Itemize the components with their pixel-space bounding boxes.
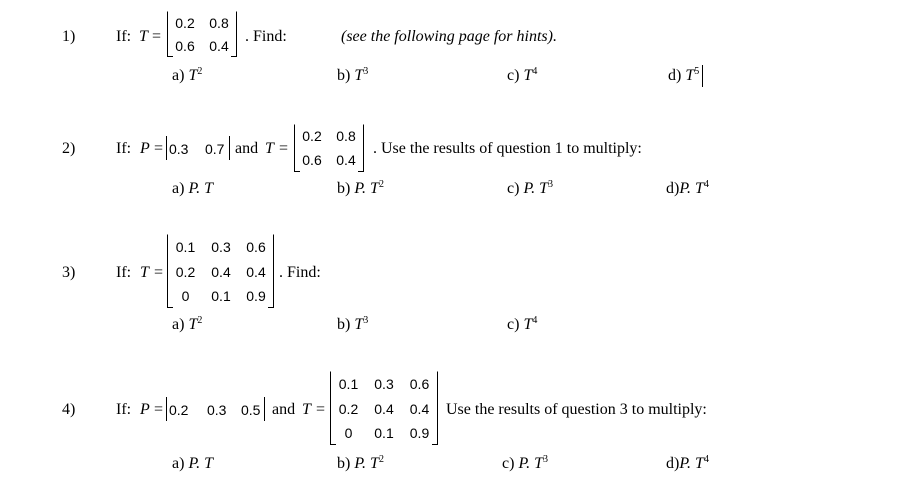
matrix-cell: 0.1 <box>338 375 359 392</box>
matrix-cell: 0.4 <box>211 263 231 280</box>
part-c: c) P. $T^3$ <box>507 179 554 197</box>
matrix-cell: 0.4 <box>209 37 229 54</box>
part-a: a) P. T <box>172 180 214 197</box>
matrix-cell: 0.6 <box>409 375 430 392</box>
if-label: If: <box>116 28 132 45</box>
part-c: c) $T^4$ <box>507 66 538 84</box>
equals-sign: = <box>279 140 289 157</box>
matrix-cell: 0.2 <box>175 263 196 280</box>
part-b: b) $T^3$ <box>337 315 369 333</box>
part-c: c) P. $T^3$ <box>502 454 549 472</box>
matrix-cell: 0.1 <box>211 288 231 304</box>
matrix-cell: 0 <box>181 288 190 304</box>
part-d: d)P. $T^4$ <box>666 454 709 472</box>
part-d: d) $T^5$ <box>668 66 700 84</box>
matrix-cell: 0.4 <box>409 400 430 417</box>
matrix-cell: 0.8 <box>209 14 229 31</box>
matrix-cell: 0.8 <box>336 128 356 144</box>
matrix-t <box>168 234 273 308</box>
if-label: If: <box>116 140 132 157</box>
t-label: T <box>265 140 274 157</box>
question-number: 4) <box>62 401 76 418</box>
matrix-t <box>331 371 437 445</box>
vector-cell: 0.3 <box>169 141 189 157</box>
question-number: 3) <box>62 264 76 281</box>
matrix-cell: 0.2 <box>338 400 359 417</box>
matrix-right-bracket <box>432 371 438 445</box>
matrix-right-bracket <box>358 124 364 172</box>
matrix-left-bracket <box>167 234 173 308</box>
matrix-cell: 0.2 <box>175 14 195 31</box>
matrix-right-bracket <box>231 11 237 57</box>
find-label: . Find: <box>245 28 287 45</box>
part-b: b) P. $T^2$ <box>337 179 384 197</box>
matrix-cell: 0.3 <box>211 238 231 255</box>
matrix-cell: 0 <box>344 425 353 441</box>
hint-text: (see the following page for hints). <box>341 28 557 45</box>
vector-right-bar <box>264 397 265 421</box>
matrix-cell: 0.1 <box>374 425 394 441</box>
matrix-cell: 0.6 <box>302 152 322 168</box>
instruction-text: Use the results of question 3 to multiply: <box>446 401 707 418</box>
matrix-t <box>295 124 363 172</box>
matrix-cell: 0.9 <box>246 288 266 304</box>
matrix-cell: 0.4 <box>336 152 356 168</box>
if-label: If: <box>116 401 132 418</box>
vector-left-bar <box>166 397 167 421</box>
part-a: a) $T^2$ <box>172 315 203 333</box>
matrix-cell: 0.6 <box>246 238 266 255</box>
part-c: c) $T^4$ <box>507 315 538 333</box>
matrix-cell: 0.4 <box>374 400 394 417</box>
p-label: P <box>140 140 150 157</box>
vector-cell: 0.3 <box>207 402 227 418</box>
part-a: a) $T^2$ <box>172 66 203 84</box>
if-label: If: <box>116 264 132 281</box>
matrix-left-bracket <box>294 124 300 172</box>
vector-cell: 0.5 <box>241 402 261 418</box>
equals-sign: = <box>152 28 162 45</box>
instruction-text: . Use the results of question 1 to multiply: <box>373 140 642 157</box>
matrix-cell: 0.4 <box>246 263 266 280</box>
p-label: P <box>140 401 150 418</box>
vector-left-bar <box>166 136 167 160</box>
t-label: T <box>139 28 148 45</box>
matrix-t <box>168 11 236 57</box>
matrix-left-bracket <box>330 371 336 445</box>
part-b: b) P. $T^2$ <box>337 454 384 472</box>
find-label: . Find: <box>279 264 321 281</box>
vector-cell: 0.2 <box>169 402 189 418</box>
part-b: b) $T^3$ <box>337 66 369 84</box>
part-d: d)P. $T^4$ <box>666 179 709 197</box>
matrix-cell: 0.2 <box>302 128 322 144</box>
part-a: a) P. T <box>172 455 214 472</box>
matrix-left-bracket <box>167 11 173 57</box>
matrix-cell: 0.1 <box>175 238 196 255</box>
equals-sign: = <box>316 401 326 418</box>
matrix-cell: 0.9 <box>409 425 430 441</box>
text-cursor <box>702 65 703 87</box>
vector-right-bar <box>229 136 230 160</box>
question-number: 1) <box>62 28 76 45</box>
matrix-cell: 0.3 <box>374 375 394 392</box>
matrix-right-bracket <box>268 234 274 308</box>
and-label: and <box>272 401 296 418</box>
and-label: and <box>235 140 259 157</box>
equals-sign: = <box>154 140 164 157</box>
question-number: 2) <box>62 140 76 157</box>
matrix-cell: 0.6 <box>175 37 195 54</box>
equals-sign: = <box>154 264 164 281</box>
equals-sign: = <box>154 401 164 418</box>
t-label: T <box>140 264 149 281</box>
vector-cell: 0.7 <box>205 141 225 157</box>
t-label: T <box>302 401 311 418</box>
